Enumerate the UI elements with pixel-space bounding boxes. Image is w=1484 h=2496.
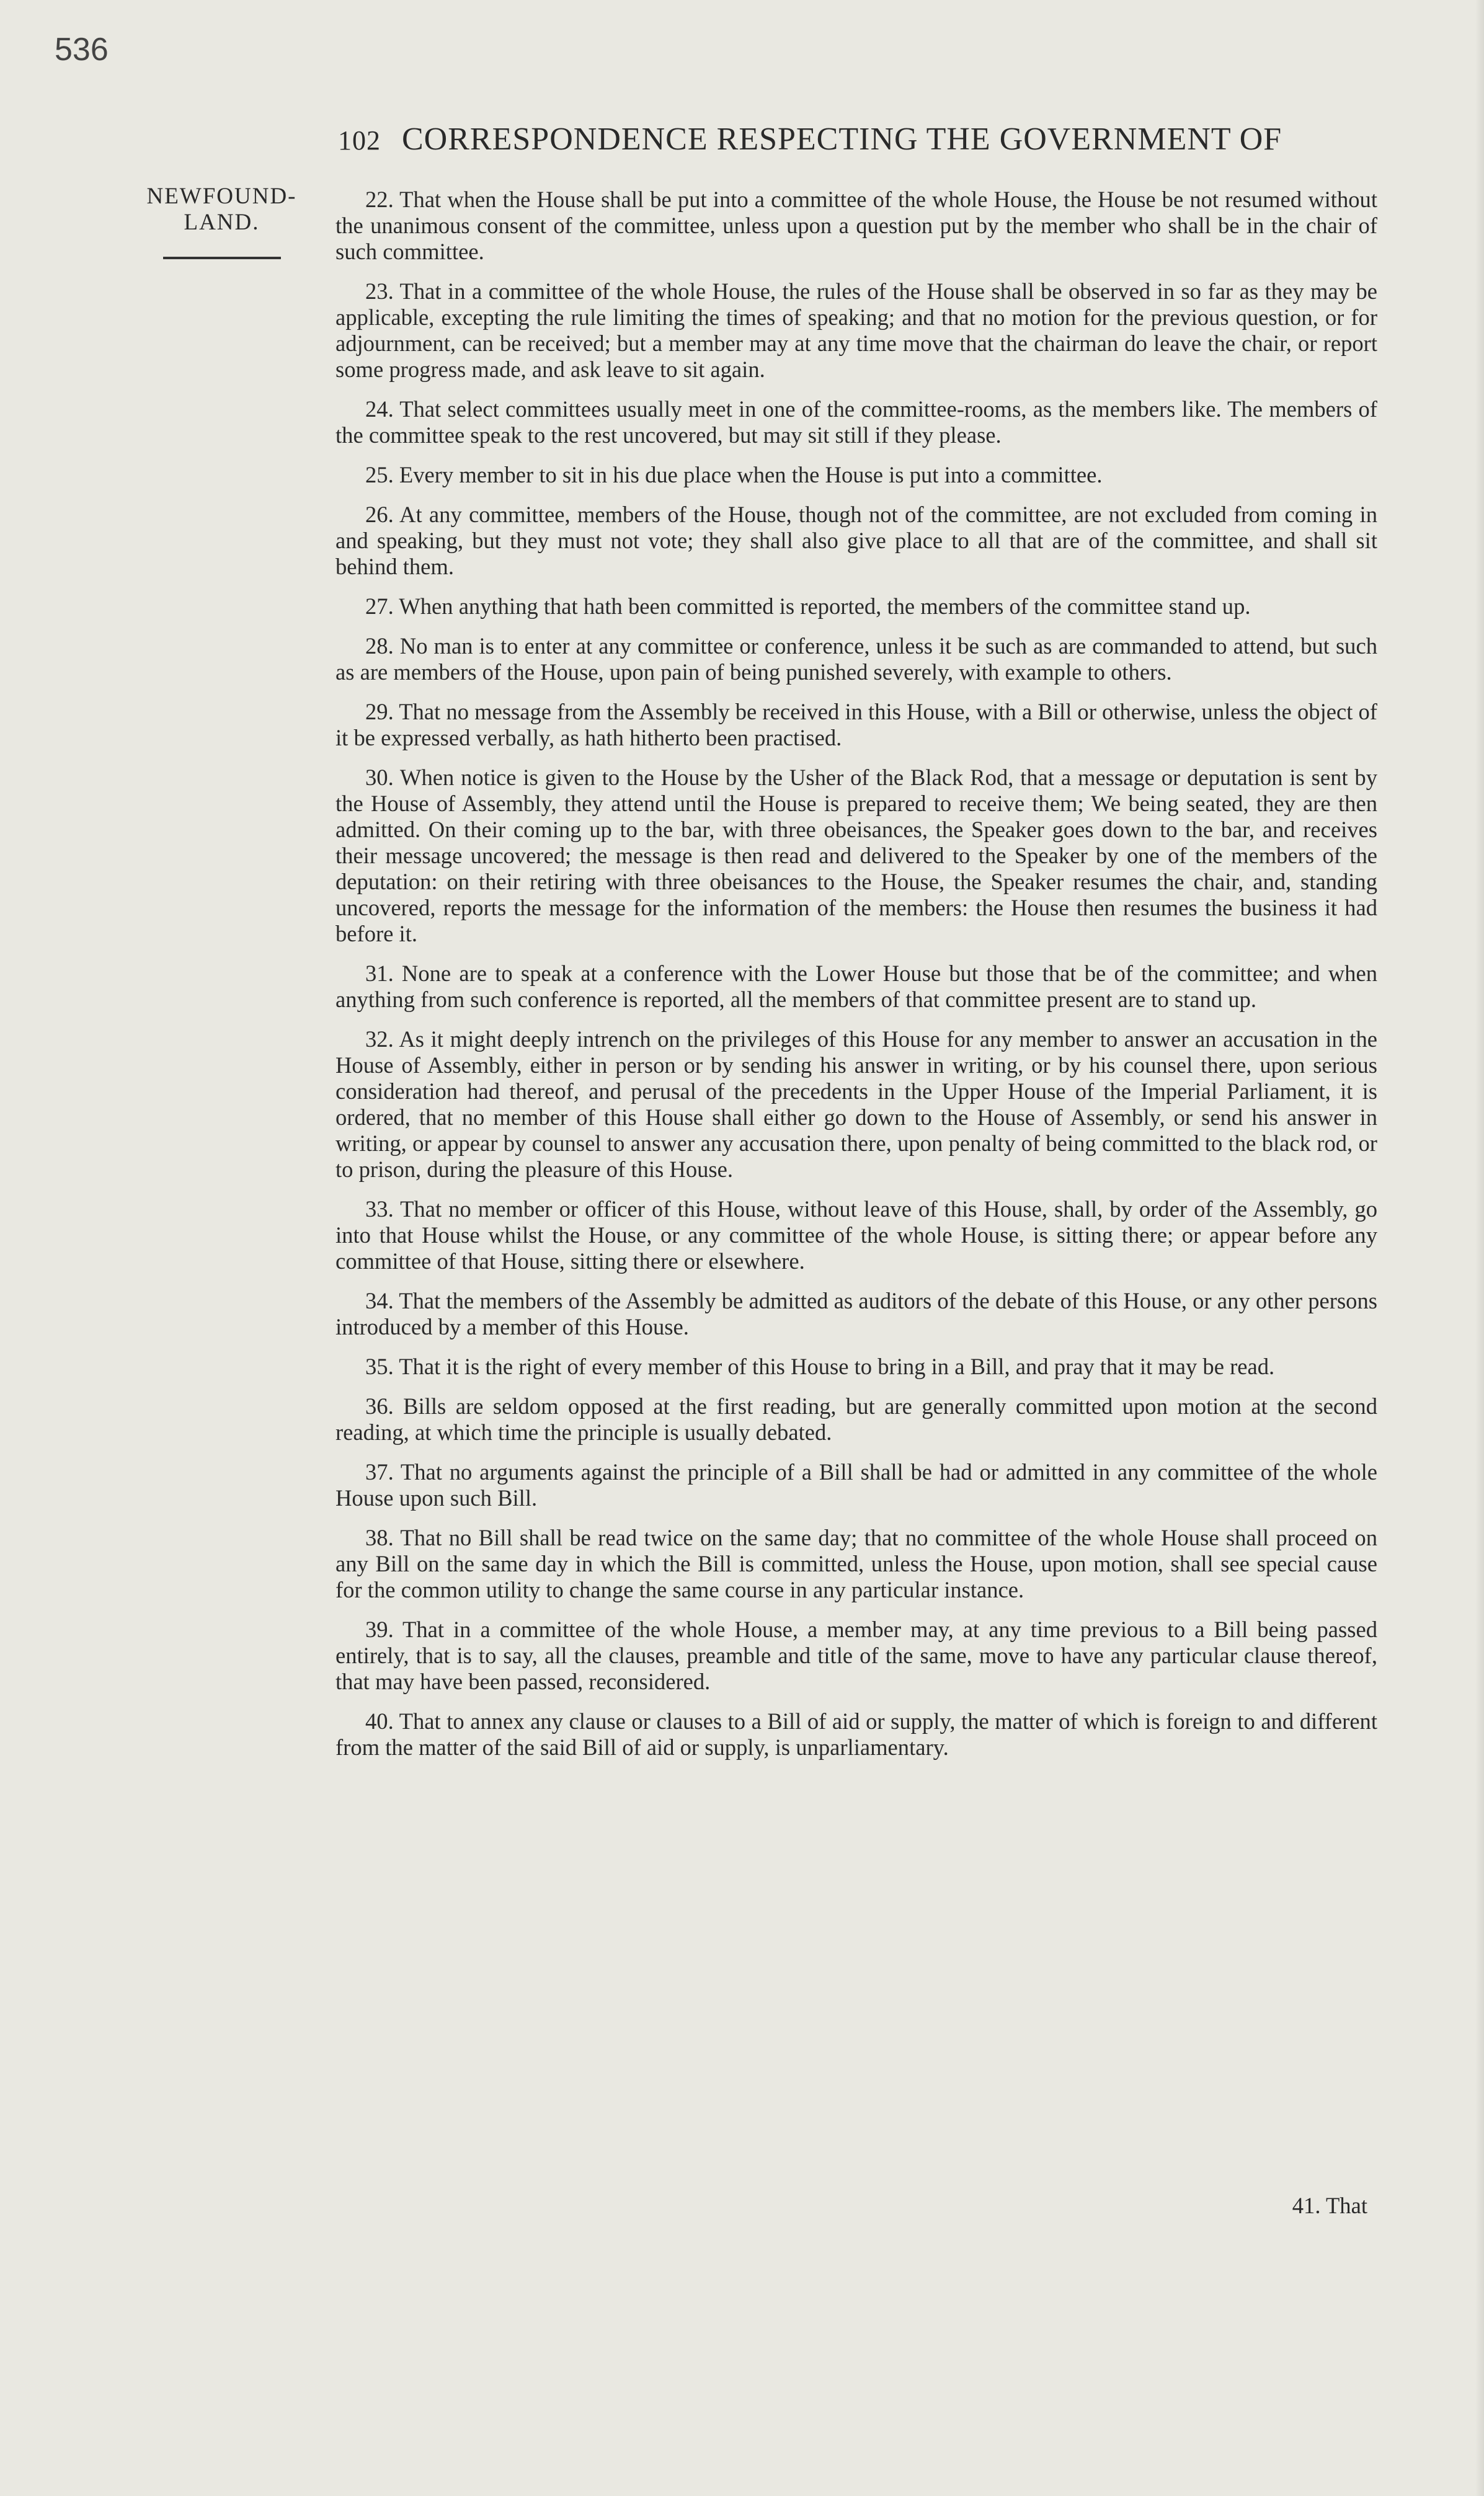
paragraph-38: 38. That no Bill shall be read twice on the same day; that no committee of the whole House shall proceed on any Bill on the same day in which the Bill is committed, unless the House, upon motion, shall see special cause for the common utility to change the same course in any particular instance. [335,1525,1377,1602]
paragraph-24: 24. That select committees usually meet in one of the committee-rooms, as the members like. The members of the committee speak to the rest uncovered, but may sit still if they please. [335,396,1377,448]
page-number: 536 [55,32,109,68]
paragraph-33: 33. That no member or officer of this House, without leave of this House, shall, by order of the Assembly, go into that House whilst the House, or any committee of the whole House, is sitting there; or appear before any committee of that House, sitting there or elsewhere. [335,1196,1377,1274]
running-head-title: CORRESPONDENCE RESPECTING THE GOVERNMENT OF [402,122,1282,157]
paragraph-36: 36. Bills are seldom opposed at the first reading, but are generally committed upon motion at the second reading, at which time the principle is usually debated. [335,1393,1377,1445]
paragraph-37: 37. That no arguments against the principle of a Bill shall be had or admitted in any committee of the whole House upon such Bill. [335,1459,1377,1511]
catchword: 41. That [1292,2193,1367,2218]
folio-number: 102 [338,125,381,156]
running-head [338,121,1380,158]
margin-rule [163,257,281,259]
paragraph-23: 23. That in a committee of the whole House, the rules of the House shall be observed in so far as they may be applicable, excepting the rule limiting the times of speaking; and that no motion for the previous question, or for adjournment, can be received; but a member may at any time move that the chairman do leave the chair, or report some progress made, and ask leave to sit again. [335,278,1377,382]
paragraph-40: 40. That to annex any clause or clauses to a Bill of aid or supply, the matter of which is foreign to and different from the matter of the said Bill of aid or supply, is unparliamentary. [335,1708,1377,1760]
paragraph-25: 25. Every member to sit in his due place when the House is put into a committee. [365,462,1103,487]
paragraph-27: 27. When anything that hath been committed is reported, the members of the committee stand up. [365,593,1251,619]
page-edge-shadow [1475,0,1484,2496]
paragraph-39: 39. That in a committee of the whole House, a member may, at any time previous to a Bill being passed entirely, that is to say, all the clauses, preamble and title of the same, move to have any particular clause thereof, that may have been passed, reconsidered. [335,1617,1377,1694]
paragraph-29: 29. That no message from the Assembly be received in this House, with a Bill or otherwise, unless the object of it be expressed verbally, as hath hitherto been practised. [335,699,1377,750]
margin-note-line-2: LAND. [184,210,260,235]
margin-note [140,184,304,259]
paragraph-22: 22. That when the House shall be put into a committee of the whole House, the House be not resumed without the unanimous consent of the committee, unless upon a question put by the member who shall be in the chair of such committee. [335,187,1377,264]
paragraph-26: 26. At any committee, members of the House, though not of the committee, are not excluded from coming in and speaking, but they must not vote; they shall also give place to all that are of the committee, and shall sit behind them. [335,502,1377,579]
paragraph-28: 28. No man is to enter at any committee or conference, unless it be such as are commanded to attend, but such as are members of the House, upon pain of being punished severely, with example to others. [335,633,1377,685]
paragraph-31: 31. None are to speak at a conference with the Lower House but those that be of the committee; and when anything from such conference is reported, all the members of that committee present are to stand up. [335,961,1377,1012]
body-text [335,187,1377,1774]
paragraph-32: 32. As it might deeply intrench on the privileges of this House for any member to answer an accusation in the House of Assembly, either in person or by sending his answer in writing, or by his counsel there, upon serious consideration had thereof, and perusal of the precedents in the Upper House of the Imperial Parliament, it is ordered, that no member of this House shall either go down to the House of Assembly, or send his answer in writing, or appear by counsel to answer any accusation there, upon penalty of being committed to the black rod, or to prison, during the pleasure of this House. [335,1026,1377,1182]
paragraph-30: 30. When notice is given to the House by the Usher of the Black Rod, that a message or deputation is sent by the House of Assembly, they attend until the House is prepared to receive them; We being seated, they are then admitted. On their coming up to the bar, with three obeisances, the Speaker goes down to the bar, and receives their message uncovered; the message is then read and delivered to the Speaker by one of the members of the deputation: on their retiring with three obeisances to the House, the Speaker resumes the chair, and, standing uncovered, reports the message for the information of the members: the House then resumes the business it had before it. [335,765,1377,946]
paragraph-34: 34. That the members of the Assembly be admitted as auditors of the debate of this House, or any other persons introduced by a member of this House. [335,1288,1377,1339]
margin-note-line-1: NEWFOUND- [146,184,297,209]
paragraph-35: 35. That it is the right of every member of this House to bring in a Bill, and pray that it may be read. [365,1354,1275,1379]
